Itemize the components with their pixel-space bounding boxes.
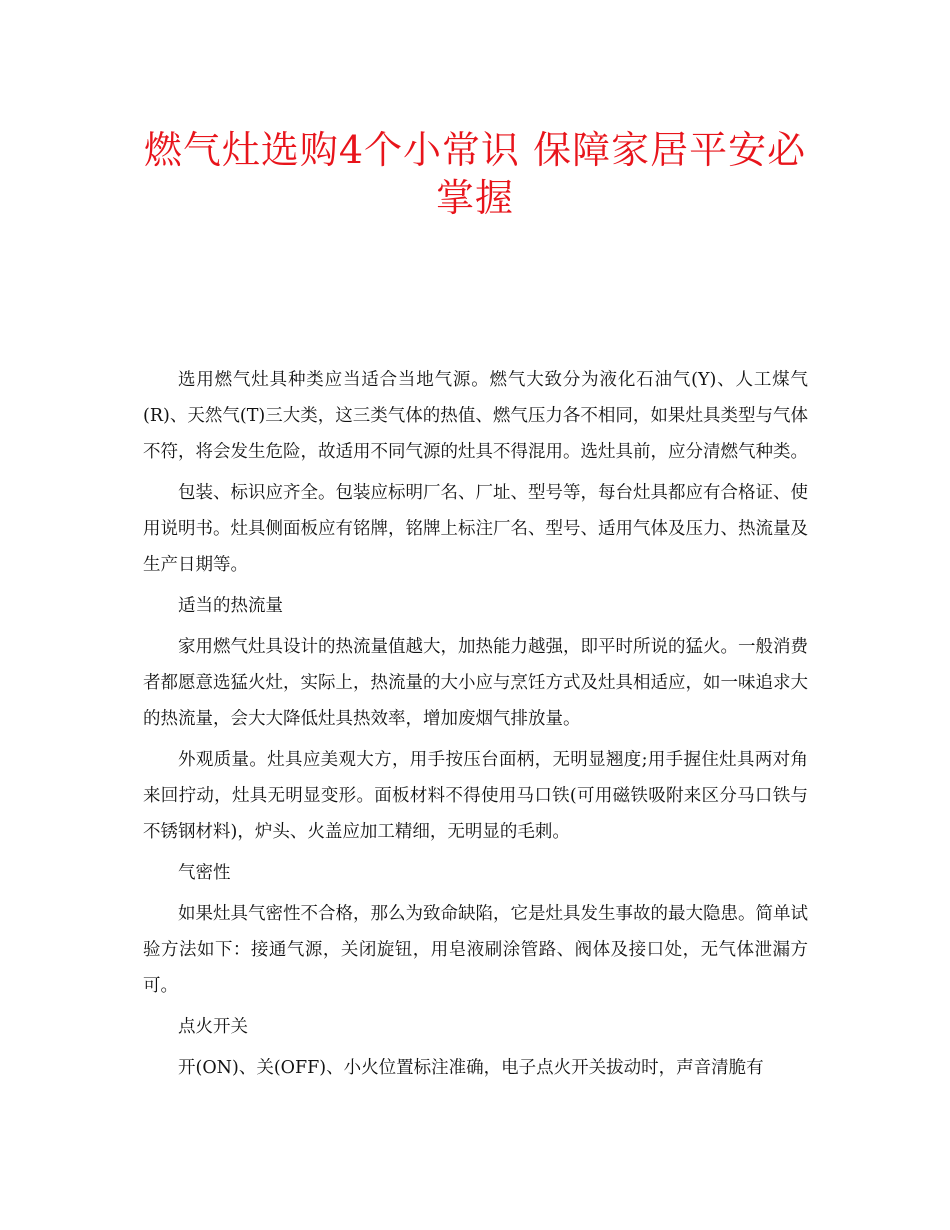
paragraph-appearance: 外观质量。灶具应美观大方，用手按压台面柄，无明显翘度;用手握住灶具两对角来回拧动，灶具无明显变形。面板材料不得使用马口铁(可用磁铁吸附来区分马口铁与不锈钢材料)，炉头、火盖应加工精细，无明显的毛刺。: [143, 750, 808, 842]
paragraph-gas-type: 选用燃气灶具种类应当适合当地气源。燃气大致分为液化石油气(Y)、人工煤气(R)、天然气(T)三大类，这三类气体的热值、燃气压力各不相同，如果灶具类型与气体不符，将会发生危险，故适用不同气源的灶具不得混用。选灶具前，应分清燃气种类。: [143, 370, 808, 462]
heading-airtightness: 气密性: [178, 863, 231, 883]
paragraph-packaging: 包装、标识应齐全。包装应标明厂名、厂址、型号等，每台灶具都应有合格证、使用说明书。灶具侧面板应有铭牌，铭牌上标注厂名、型号、适用气体及压力、热流量及生产日期等。: [143, 483, 808, 575]
paragraph-airtightness: 如果灶具气密性不合格，那么为致命缺陷，它是灶具发生事故的最大隐患。简单试验方法如下：接通气源，关闭旋钮，用皂液刷涂管路、阀体及接口处，无气体泄漏方可。: [143, 904, 808, 996]
document-title: 燃气灶选购4个小常识 保障家居平安必掌握: [143, 128, 807, 220]
document-body: [143, 362, 808, 1091]
heading-heat-flow: 适当的热流量: [178, 596, 283, 616]
heading-ignition-switch: 点火开关: [178, 1017, 248, 1037]
paragraph-heat-flow: 家用燃气灶具设计的热流量值越大，加热能力越强，即平时所说的猛火。一般消费者都愿意选猛火灶，实际上，热流量的大小应与烹饪方式及灶具相适应，如一味追求大的热流量，会大大降低灶具热效率，增加废烟气排放量。: [143, 637, 808, 729]
paragraph-ignition-switch: 开(ON)、关(OFF)、小火位置标注准确，电子点火开关拔动时，声音清脆有: [178, 1058, 764, 1078]
